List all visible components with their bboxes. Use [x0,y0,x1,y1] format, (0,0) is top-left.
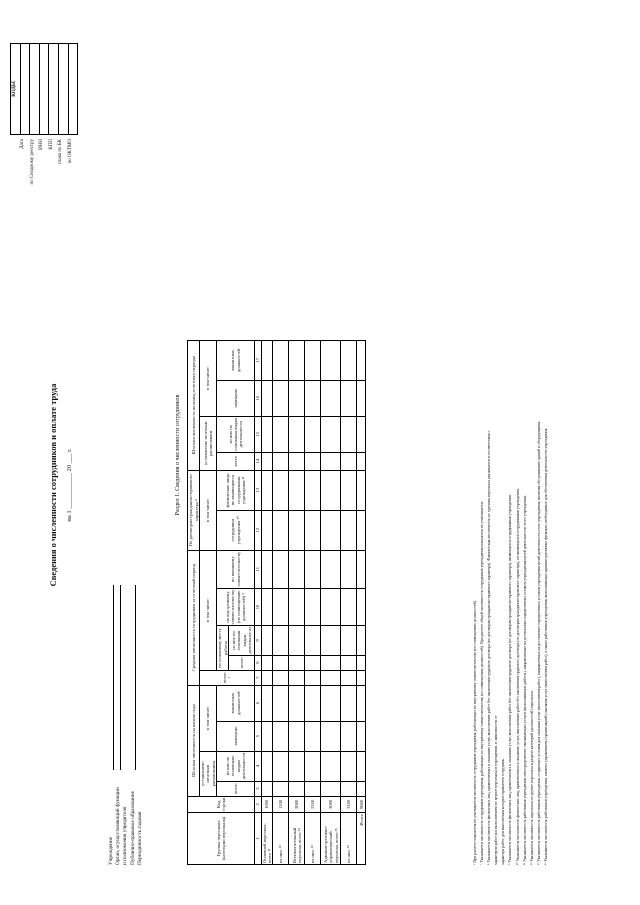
col-num: 7 [255,670,261,685]
hdr-civil-nonstaff: физические лица, не являющиеся сотрудниками учреждения ¹¹ [217,470,255,510]
row-code: 1100 [273,796,289,812]
col-num: 8 [255,655,261,670]
table-row [321,340,341,864]
footnote: характера работ, для выполнения которых привлечен сотрудник. [501,758,506,865]
row-code: 2100 [305,796,321,812]
hdr-total: всего ⁷ [200,670,255,685]
footnote: характером работ (их выполнением по группе персонала) в учреждении, в зависимости от [494,715,499,865]
header-fields [108,565,144,865]
col-num: 6 [255,685,261,721]
code-cell[interactable] [39,44,49,134]
col-num: 16 [255,380,261,416]
col-num: 10 [255,588,261,626]
code-label: Дата [20,139,25,149]
footnote: ⁷ Указывается численность сотрудников учреждения, работающих по внутреннему совместительству (по совмещению должностей). При расчете общей численности сотрудников учреждения показатель не учитывается. [480,501,485,865]
row-label: из них: ¹³ [305,813,321,865]
col-num: 12 [255,510,261,550]
hdr-total: всего [217,781,255,796]
table-row [273,340,289,864]
row-label: Основной персонал, всего ¹² [261,813,273,865]
hdr-vacant: вакантных должностей [217,340,255,380]
row-code: 9000 [357,796,366,812]
col-num: 5 [255,721,261,751]
code-cell[interactable] [48,44,58,134]
footnote: ¹³ Указывается численность работников учреждения, создающих условия для оказания услуг (выполнения работ), направленных на достижение определенных уставом учреждения целей деятельности этого учреждения, включая обслуживание зданий и оборудования. [536,420,541,865]
col-code-header: Код строки [188,796,255,812]
code-labels [18,139,76,215]
field-public-entity: Публично-правовое образование [130,565,137,865]
col-num: 1 [255,813,261,865]
table-row [289,340,305,864]
table-row-total [357,340,366,864]
field-authority: Орган, осуществляющий функции [115,565,122,865]
hdr-main-job: по основному месту работы [217,626,229,670]
col-num: 2 [255,796,261,812]
field-institution: Учреждение [108,565,115,865]
footnote: ¹⁴ Указывается численность работников учреждения, занятых управлением (организацией) оказания услуг (выполнения работ), а также работников учреждения, выполняющих административные функции, необходимые для обеспечения деятельности учреждения. [543,427,548,865]
hdr-incl: в том числе: [200,470,217,550]
hdr-vacant-filled: замещено [217,721,255,751]
col-num: 14 [255,452,261,470]
footnote: ⁹ Указывается численность физических лиц, привлеченных к оказанию услуг, выполнению работ без заключения трудового договора (по договорам гражданско-правового характера), являющихся сотрудниками учреждения. [508,494,513,865]
code-label: КПП [48,139,54,150]
col-num: 15 [255,416,261,452]
row-code: 3000 [321,796,341,812]
col-num: 11 [255,550,261,588]
col-group-header: Группы персонала (категории персонала) [188,813,255,865]
form-title: Сведения о численности сотрудников и оплате труда [48,383,58,587]
row-label: из них: ¹³ [341,813,357,865]
hdr-incl: в том числе: [200,550,217,670]
col-num: 3 [255,781,261,796]
col-num: 17 [255,340,261,380]
table-row [341,340,357,864]
row-label: из них: ¹³ [273,813,289,865]
code-cell[interactable] [29,44,39,134]
hdr-incl: в том числе: [200,685,217,751]
hdr-staff-end: Штатная численность на конец отчетного периода [188,340,200,470]
field-periodicity: Периодичность годовая [136,811,143,865]
row-code: 2000 [289,796,305,812]
code-cell[interactable] [68,44,78,134]
code-cell[interactable] [20,44,30,134]
hdr-established: установлено штатным расписанием [200,416,217,470]
col-num: 4 [255,751,261,781]
code-label: ИНН [39,139,45,150]
footnotes [472,35,550,865]
code-label: глава по БК [58,139,64,164]
code-label: по Сводному реестру [29,139,35,185]
hdr-filled: замещено [217,380,255,416]
field-authority-2: и полномочия учредителя [122,806,129,865]
row-label: Вспомогательный персонал, всего ¹⁴ [289,813,305,865]
hdr-main: из них по основным видам деятельности [229,626,255,655]
hdr-total: всего [229,655,255,670]
codes-header: КОДЫ [12,81,17,97]
row-code: 3100 [341,796,357,812]
staff-table [187,340,366,865]
footnote: ¹⁰ Указывается численность физических лиц, привлеченных к оказанию услуг, выполнению работ без заключения трудового договора (по договорам гражданско-правового характера), не являющихся сотрудниками учреждения. [515,488,520,865]
section-title: Раздел 1. Сведения о численности сотрудников [175,394,181,516]
hdr-civil: По договорам гражданско-правового характера ⁸ [188,470,200,550]
hdr-internal: по внутреннему совместительству (по совмещению должностей) ⁹ [217,588,255,626]
code-cell[interactable] [58,44,68,134]
hdr-vacant: вакантных должностей [217,685,255,721]
codes-box [10,43,78,135]
table-row [261,340,273,864]
hdr-total: всего [217,452,255,470]
hdr-incl: в том числе: [200,340,217,416]
table-row [305,340,321,864]
hdr-avg: Средняя численность сотрудников за отчетный период [188,550,200,685]
col-num: 9 [255,626,261,655]
row-label: Итого [357,813,366,865]
footnote: ⁶ При расчете показателя не учитывается численность сотрудников учреждения, работающих по внутреннему совместительству (по совмещению должностей). [473,600,477,865]
footnote: ¹¹ Указывается численность работников учреждения, непосредственно оказывающих услуги (выполняющих работы), направленные на достижение определенных уставом учреждения целей деятельности этого учреждения. [522,495,527,865]
code-label: по ОКТМО [67,139,73,164]
report-date-line: на 1 ___________ 20 ___ г. [66,448,73,522]
hdr-established: установлено штатным расписанием [200,751,217,796]
hdr-external: по внешнему совместительству [217,550,255,588]
hdr-main: из них по основным видам деятельности [217,416,255,452]
hdr-main: из них по основным видам деятельности [217,751,255,781]
row-label: Административно-управленческий персонал, всего ¹⁵ [321,813,341,865]
row-code: 1000 [261,796,273,812]
footnote: ¹² Указывается численность персонала по группе персонала в разрезе категорий (должностей) персонала. [529,690,534,865]
col-num: 13 [255,470,261,510]
footnote: ⁸ Указывается численность физических лиц, привлеченных к оказанию услуг, выполнению работ без заключения трудового договора (по договорам гражданско-правового характера). Фактическая численность по группам персонала указывается в соответствии с [487,430,492,865]
hdr-staff-begin: Штатная численность на начало года [188,685,200,796]
hdr-civil-staff: сотрудники учреждения ¹⁰ [217,510,255,550]
